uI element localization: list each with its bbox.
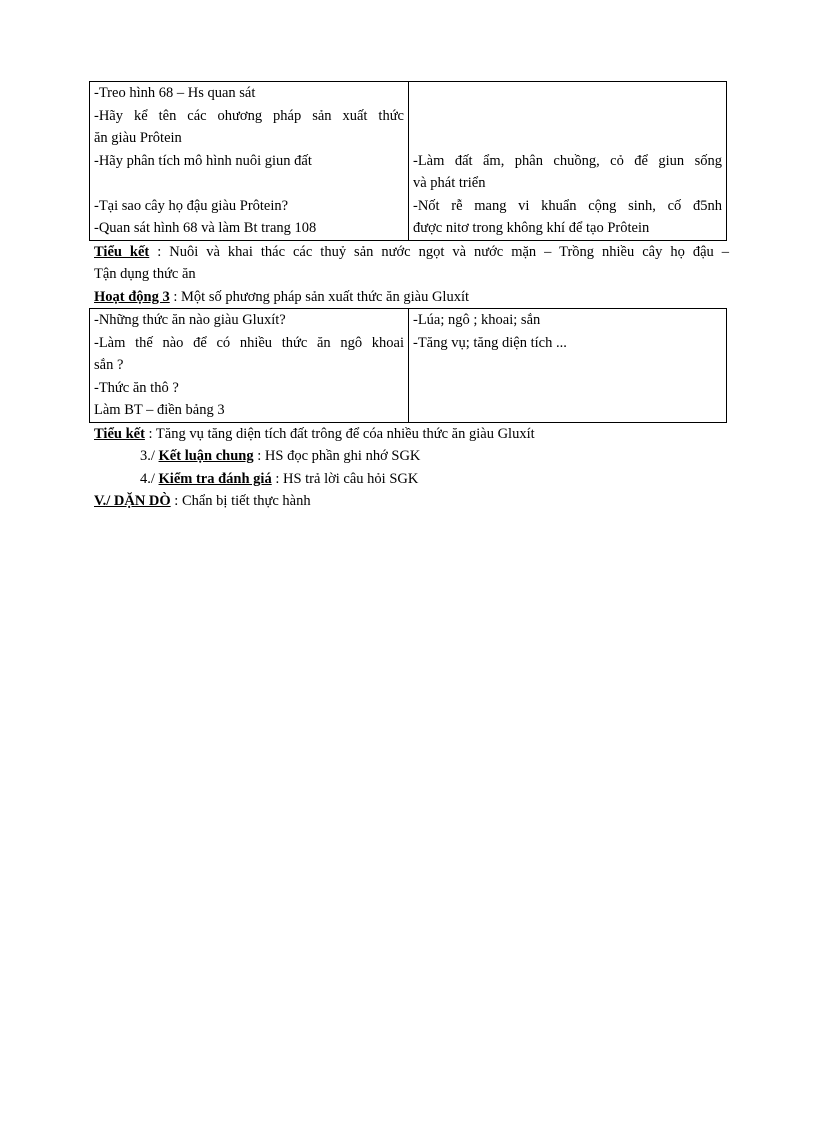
kiem-tra-text: : HS trả lời câu hỏi SGK [271, 470, 419, 487]
list-item: -Hãy phân tích mô hình nuôi giun đất [94, 152, 312, 169]
dan-do-text: : Chẩn bị tiết thực hành [170, 493, 311, 509]
tieu-ket-text: : Nuôi và khai thác các thuỷ sản nước ngọt và nước mặn – Trồng nhiều cây họ đậu – [149, 243, 729, 260]
dan-do [89, 490, 729, 513]
tieu-ket-text: : Tăng vụ tăng diện tích đất trông để cóa nhiều thức ăn giàu Gluxít [144, 425, 535, 442]
list-item: -Làm đất ẩm, phân chuồng, cỏ để giun sống [413, 152, 722, 169]
list-item: và phát triển [413, 175, 486, 191]
hoat-dong-3-heading [89, 286, 729, 309]
student-activity-cell [409, 309, 727, 423]
list-item: -Làm thế nào để có nhiều thức ăn ngô khoai [94, 334, 404, 351]
ket-luan-label: Kết luận chung [158, 448, 254, 464]
kiem-tra-danh-gia [89, 468, 729, 491]
spacer [413, 82, 722, 105]
section-number: 3./ [140, 448, 159, 464]
kiem-tra-label: Kiểm tra đánh giá [158, 470, 272, 487]
list-item: Làm BT – điền bảng 3 [94, 402, 225, 418]
dan-do-label: V./ DẶN DÒ [94, 493, 171, 509]
spacer [413, 105, 722, 128]
tieu-ket-label: Tiểu kết [94, 243, 150, 260]
tieu-ket-1 [89, 241, 729, 286]
student-activity-cell [409, 82, 727, 241]
table-row [90, 309, 727, 423]
ket-luan-text: : HS đọc phần ghi nhớ SGK [253, 448, 421, 464]
list-item: được nitơ trong không khí để tạo Prôtein [413, 220, 650, 236]
list-item: -Tăng vụ; tăng diện tích ... [413, 334, 567, 351]
list-item: -Quan sát hình 68 và làm Bt trang 108 [94, 220, 317, 236]
list-item: -Lúa; ngô ; khoai; sắn [413, 312, 541, 328]
list-item: -Nốt rễ mang vi khuẩn cộng sinh, cố đ5nh [413, 197, 722, 214]
list-item: ăn giàu Prôtein [94, 130, 182, 146]
hoat-dong-label: Hoạt động 3 [94, 288, 170, 305]
list-item: -Những thức ăn nào giàu Gluxít? [94, 312, 286, 328]
teacher-activity-cell [90, 309, 409, 423]
teacher-activity-cell [90, 82, 409, 241]
table-row [90, 82, 727, 241]
list-item: -Tại sao cây họ đậu giàu Prôtein? [94, 197, 289, 214]
list-item: sắn ? [94, 357, 124, 373]
tieu-ket-2 [89, 423, 729, 446]
tieu-ket-text-2: Tận dụng thức ăn [94, 266, 196, 282]
lesson-page [89, 81, 729, 513]
ket-luan-chung [89, 445, 729, 468]
spacer [94, 172, 404, 195]
hoat-dong-text: : Một số phương pháp sản xuất thức ăn giàu Gluxít [169, 288, 470, 305]
gluxit-methods-table [89, 308, 727, 423]
tieu-ket-label: Tiểu kết [94, 425, 145, 442]
spacer [413, 127, 722, 150]
list-item: -Thức ăn thô ? [94, 379, 179, 396]
list-item: -Treo hình 68 – Hs quan sát [94, 85, 256, 101]
protein-methods-table [89, 81, 727, 241]
list-item: -Hãy kể tên các ohương pháp sản xuất thức [94, 107, 404, 124]
section-number: 4./ [140, 470, 159, 487]
